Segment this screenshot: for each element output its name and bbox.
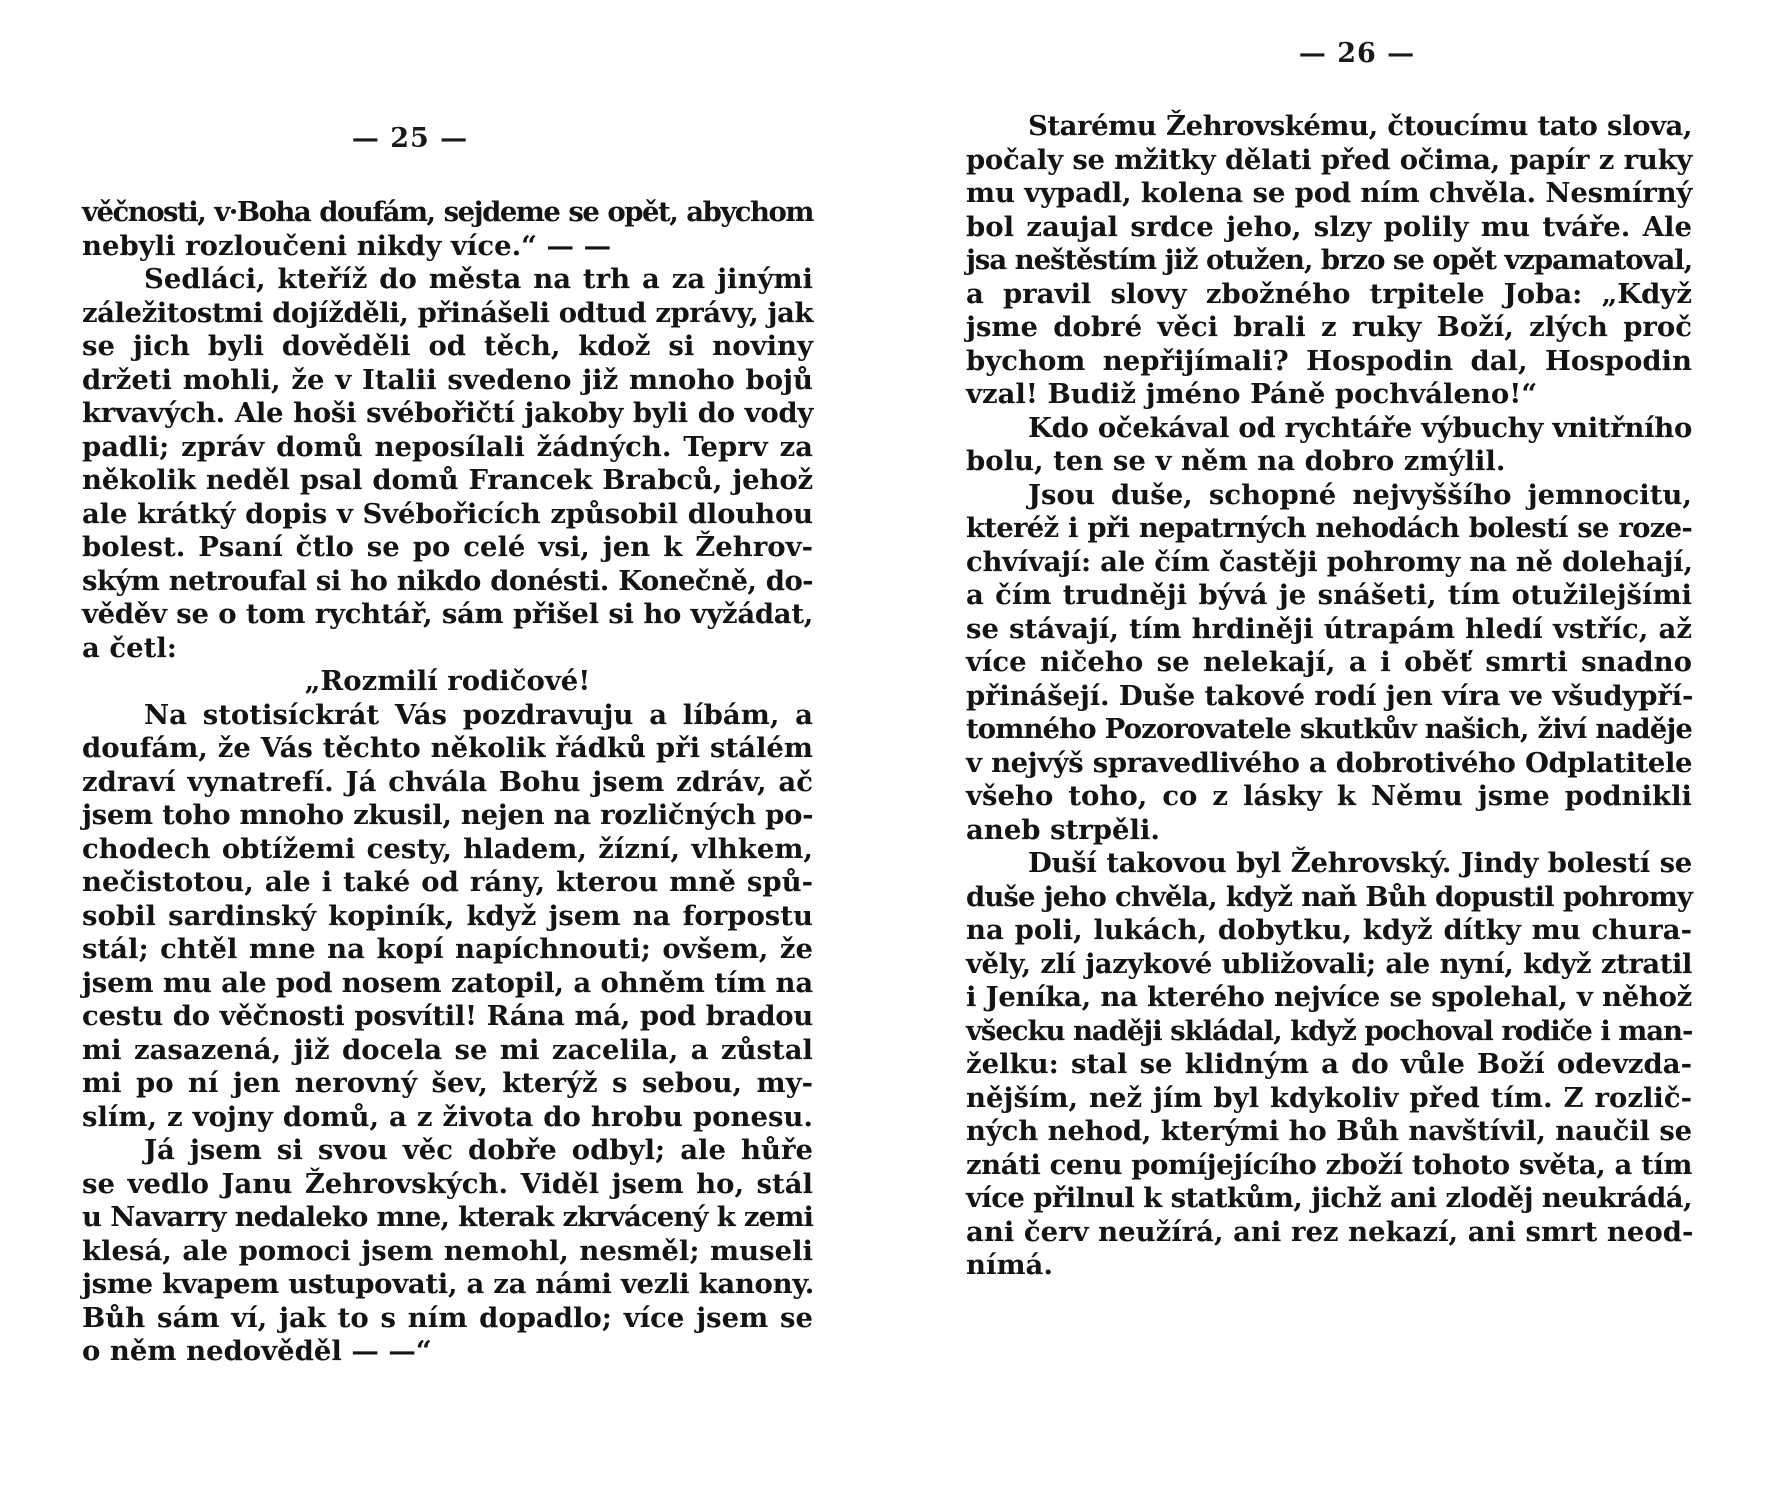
text-line: se stávají, tím hrdiněji útrapám hledí vstříc, až	[966, 612, 1692, 645]
text-line: padli; zpráv domů neposílali žádných. Teprv za	[82, 430, 813, 463]
text-line: více přilnul k statkům, jichž ani zloděj neukrádá,	[966, 1182, 1692, 1214]
text-line: vzal! Budiž jméno Páně pochváleno!“	[966, 378, 1538, 410]
text-line: i Jeníka, na kterého nejvíce se spolehal, v něhož	[966, 981, 1692, 1013]
text-line: jsme kvapem ustupovati, a za námi vezli kanony.	[82, 1268, 815, 1300]
text-line: na poli, lukách, dobytku, když dítky mu chura-	[966, 914, 1692, 946]
text-line: bol zaujal srdce jeho, slzy polily mu tváře. Ale	[966, 210, 1692, 243]
text-line: několik neděl psal domů Francek Brabců, jehož	[82, 464, 813, 496]
text-line: aneb strpěli.	[966, 813, 1160, 846]
text-line: zdraví vynatrefí. Já chvála Bohu jsem zdráv, ač	[82, 765, 813, 798]
text-line: klesá, ale pomoci jsem nemohl, nesměl; museli	[82, 1234, 813, 1267]
text-line: držeti mohli, že v Italii svedeno již mnoho bojů	[82, 363, 813, 396]
text-line: nečistotou, ale i také od rány, kterou mně spů-	[82, 866, 813, 898]
text-line: jsa neštěstím již otužen, brzo se opět vzpamatoval,	[966, 244, 1693, 276]
text-line: věděv se o tom rychtář, sám přišel si ho vyžádat,	[82, 598, 813, 630]
text-line: tomného Pozorovatele skutkův našich, živí naděje	[966, 713, 1692, 745]
left-page-text	[82, 196, 813, 1369]
text-line: znáti cenu pomíjejícího zboží tohoto světa, a tím	[966, 1148, 1692, 1181]
text-line: ných nehod, kterými ho Bůh navštívil, naučil se	[966, 1115, 1692, 1147]
text-line: u Navarry nedaleko mne, kterak zkrvácený k zemi	[82, 1201, 813, 1233]
text-line: Bůh sám ví, jak to s ním dopadlo; více jsem se	[82, 1301, 813, 1334]
text-line: želku: stal se klidným a do vůle Boží odevzda-	[966, 1048, 1692, 1080]
text-line: jsem toho mnoho zkusil, nejen na rozličných po-	[82, 799, 814, 831]
text-line: stál; chtěl mne na kopí napíchnouti; ovšem, že	[82, 933, 813, 965]
text-line: v nejvýš spravedlivého a dobrotivého Odplatitele	[966, 746, 1692, 779]
text-line: cestu do věčnosti posvítil! Rána má, pod bradou	[82, 1000, 813, 1032]
text-line: bolest. Psaní čtlo se po celé vsi, jen k Žehrov-	[82, 531, 813, 563]
text-line: jsme dobré věci brali z ruky Boží, zlých proč	[966, 311, 1692, 343]
page-number-left: — 25 —	[351, 123, 469, 154]
text-line: ale krátký dopis v Svébořicích způsobil dlouhou	[82, 497, 813, 530]
text-line: Já jsem si svou věc dobře odbyl; ale hůře	[144, 1134, 813, 1166]
text-line: chvívají: ale čím častěji pohromy na ně dolehají,	[966, 545, 1693, 578]
text-line: Sedláci, kteříž do města na trh a za jinými	[144, 263, 813, 295]
text-line: Jsou duše, schopné nejvyššího jemnocitu,	[1028, 478, 1692, 511]
text-line: kteréž i při nepatrných nehodách bolestí se roze-	[966, 512, 1692, 544]
text-line: Na stotisíckrát Vás pozdravuju a líbám, a	[144, 698, 813, 731]
text-line: věly, zlí jazykové ubližovali; ale nyní, když ztratil	[966, 947, 1692, 980]
text-line: slím, z vojny domů, a z života do hrobu ponesu.	[82, 1100, 813, 1133]
text-line: mi zasazená, již docela se mi zacelila, a zůstal	[82, 1033, 813, 1066]
page-number-right: — 26 —	[1298, 38, 1416, 69]
text-line: mi po ní jen nerovný šev, kterýž s sebou, my-	[82, 1067, 813, 1099]
text-line: chodech obtížemi cesty, hladem, žízní, vlhkem,	[82, 832, 813, 865]
text-line: ani červ neužírá, ani rez nekazí, ani smrt neod-	[966, 1215, 1694, 1248]
text-line: počaly se mžitky dělati před očima, papír z ruky	[966, 143, 1692, 176]
text-line: bychom nepřijímali? Hospodin dal, Hospodin	[966, 344, 1692, 377]
text-line: věčnosti, v·Boha doufám, sejdeme se opět, abychom	[82, 196, 813, 228]
text-line: doufám, že Vás těchto několik řádků při stálém	[82, 732, 813, 764]
text-line: Starému Žehrovskému, čtoucímu tato slova,	[1028, 110, 1692, 142]
text-line: se jich byli dověděli od těch, kdož si noviny	[82, 330, 813, 362]
text-line: o něm nedověděl — —“	[82, 1335, 432, 1367]
text-line: Kdo očekával od rychtáře výbuchy vnitřního	[1028, 411, 1693, 444]
text-line: více ničeho se nelekají, a i oběť smrti snadno	[966, 646, 1692, 678]
text-line: nebyli rozloučeni nikdy více.“ — —	[82, 229, 612, 262]
text-line: Duší takovou byl Žehrovský. Jindy bolestí se	[1028, 847, 1692, 879]
text-line: mu vypadl, kolena se pod ním chvěla. Nesmírný	[966, 177, 1693, 209]
text-line: „Rozmilí rodičové!	[304, 665, 591, 697]
text-line: nímá.	[966, 1249, 1053, 1281]
right-page	[887, 0, 1774, 1500]
text-line: ským netroufal si ho nikdo donésti. Konečně, do-	[82, 564, 813, 597]
text-line: všecku naději skládal, když pochoval rodiče i man-	[966, 1014, 1693, 1047]
text-line: a četl:	[82, 631, 177, 664]
text-line: krvavých. Ale hoši svébořičtí jakoby byli do vody	[82, 397, 813, 429]
text-line: přinášejí. Duše takové rodí jen víra ve všudypří-	[966, 679, 1694, 712]
text-line: sobil sardinský kopiník, když jsem na forpostu	[82, 899, 813, 932]
text-line: všeho toho, co z lásky k Němu jsme podnikli	[966, 780, 1692, 812]
text-line: bolu, ten se v něm na dobro zmýlil.	[966, 445, 1506, 477]
text-line: duše jeho chvěla, když naň Bůh dopustil pohromy	[966, 880, 1692, 913]
text-line: nějším, než jím byl kdykoliv před tím. Z rozlič-	[966, 1081, 1692, 1114]
text-line: se vedlo Janu Žehrovských. Viděl jsem ho, stál	[82, 1167, 813, 1200]
text-line: záležitostmi dojížděli, přinášeli odtud zprávy, jak	[82, 296, 813, 329]
text-line: jsem mu ale pod nosem zatopil, a ohněm tím na	[82, 966, 813, 999]
text-line: a čím trudněji bývá je snášeti, tím otužilejšími	[966, 579, 1692, 611]
right-page-text	[966, 110, 1692, 1283]
text-line: a pravil slovy zbožného trpitele Joba: „Když	[966, 277, 1692, 310]
